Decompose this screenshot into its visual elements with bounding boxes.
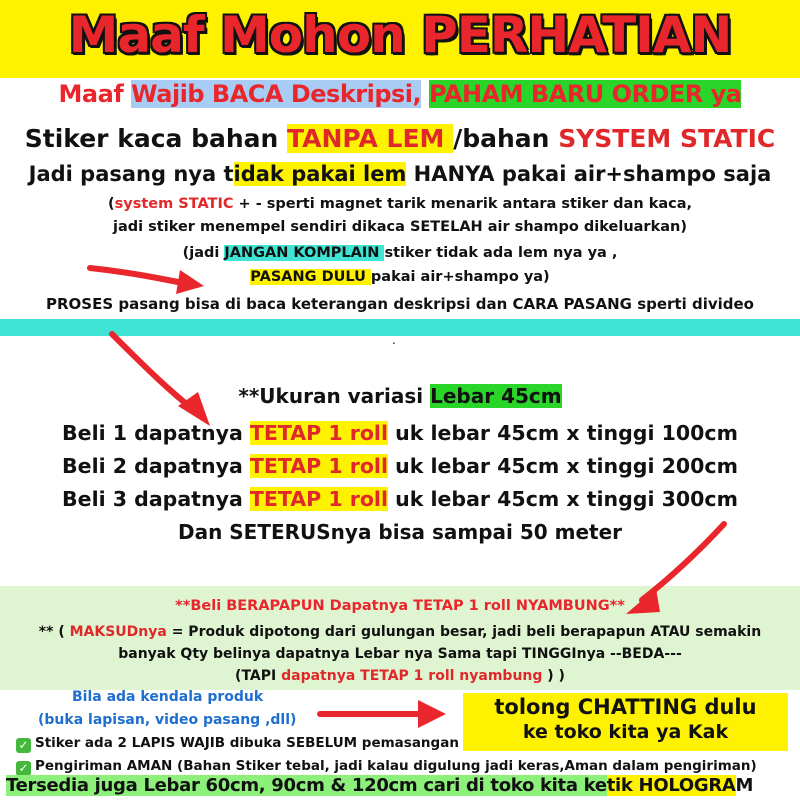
- chat-line-2: ke toko kita ya Kak: [522, 721, 729, 743]
- page-title: Maaf Mohon PERHATIAN: [68, 6, 732, 64]
- beli-line-2: [0, 454, 800, 478]
- ukuran-text: **Ukuran variasi: [238, 384, 431, 408]
- bahan-text: /bahan: [453, 124, 559, 153]
- maksud-text: = Produk dipotong dari gulungan besar, jadi beli berapapun ATAU semakin: [166, 624, 762, 640]
- jadi-text: Jadi pasang nya t: [28, 162, 234, 186]
- air-shampo-text: pakai air+shampo ya): [370, 269, 550, 285]
- checkmark-icon: ✓: [16, 738, 31, 753]
- subtitle-prefix: Maaf: [58, 80, 132, 108]
- checkmark-icon: ✓: [16, 761, 31, 776]
- chat-line-1: tolong CHATTING dulu: [494, 695, 757, 719]
- check-item-1: [16, 735, 459, 753]
- pasang-dulu-highlight: PASANG DULU: [250, 269, 371, 285]
- tapi-text: (TAPI: [235, 668, 282, 684]
- arrow-down-left-icon: [620, 520, 730, 620]
- maksud-line-2: banyak Qty belinya dapatnya Lebar nya Sama tapi TINGGInya --BEDA---: [118, 646, 682, 662]
- arrow-down-right-icon: [108, 330, 218, 430]
- maksud-label: MAKSUDnya: [69, 624, 167, 640]
- tersedia-end: M: [735, 775, 754, 796]
- jangan-komplain-highlight: JANGAN KOMPLAIN: [224, 245, 385, 261]
- arrow-right-icon: [88, 254, 208, 294]
- system-static-label: system STATIC: [114, 196, 234, 212]
- kendala-line-2: (buka lapisan, video pasang ,dll): [38, 712, 297, 728]
- beli-text: Beli 2 dapatnya: [62, 454, 250, 478]
- tidak-ada-lem-text: stiker tidak ada lem nya ya ,: [384, 245, 618, 261]
- static-line-1: [0, 196, 800, 212]
- seterus-line: Dan SETERUSnya bisa sampai 50 meter: [177, 520, 623, 544]
- jadi-line: [0, 162, 800, 186]
- ukuran-text: uk lebar 45cm x tinggi 300cm: [387, 487, 738, 511]
- subtitle-baca: Wajib BACA Deskripsi,: [131, 80, 422, 108]
- close-parens: ) ): [542, 668, 565, 684]
- check-text: Pengiriman AMAN (Bahan Stiker tebal, jadi kalau digulung jadi keras,Aman dalam pengiriman): [35, 758, 757, 774]
- hanya-text: HANYA pakai air+shampo saja: [406, 162, 772, 186]
- tersedia-line: [6, 775, 753, 796]
- nyambung-text: dapatnya TETAP 1 roll nyambung: [281, 668, 543, 684]
- lebar-45-highlight: Lebar 45cm: [430, 384, 562, 408]
- subtitle-order: PAHAM BARU ORDER ya: [429, 80, 742, 108]
- subtitle-line: [0, 80, 800, 108]
- kendala-line-1: Bila ada kendala produk: [72, 689, 264, 705]
- maksud-line-1: [0, 624, 800, 640]
- tersedia-text: Tersedia juga Lebar 60cm, 90cm & 120cm cari di toko kita ke: [6, 775, 607, 796]
- maksud-title: **Beli BERAPAPUN Dapatnya TETAP 1 roll NYAMBUNG**: [175, 598, 625, 614]
- beli-line-3: [0, 487, 800, 511]
- system-static-text: SYSTEM STATIC: [558, 124, 776, 153]
- beli-text: Beli 3 dapatnya: [62, 487, 250, 511]
- check-item-2: [16, 758, 757, 776]
- maksud-line-3: [0, 668, 800, 684]
- paren: (: [107, 196, 115, 212]
- check-text: Stiker ada 2 LAPIS WAJIB dibuka SEBELUM pemasangan: [35, 735, 459, 751]
- arrow-right-icon: [318, 694, 448, 734]
- dot: .: [392, 333, 396, 347]
- magnet-text: + - sperti magnet tarik menarik antara stiker dan kaca,: [233, 196, 693, 212]
- static-line-2: jadi stiker menempel sendiri dikaca SETELAH air shampo dikeluarkan): [113, 219, 687, 235]
- beli-text: Beli 1 dapatnya: [62, 421, 250, 445]
- chat-box: [463, 693, 788, 751]
- maksud-prefix: ** (: [38, 624, 70, 640]
- tetap-roll-highlight: TETAP 1 roll: [249, 454, 388, 478]
- proses-line: PROSES pasang bisa di baca keterangan deskripsi dan CARA PASANG sperti divideo: [46, 295, 754, 313]
- ukuran-text: uk lebar 45cm x tinggi 200cm: [387, 454, 738, 478]
- stiker-line: [0, 124, 800, 153]
- hologram-highlight: tik HOLOGRA: [606, 775, 736, 796]
- tetap-roll-highlight: TETAP 1 roll: [249, 421, 388, 445]
- ukuran-text: uk lebar 45cm x tinggi 100cm: [387, 421, 738, 445]
- subtitle-space: [421, 80, 429, 108]
- jadi-paren: (jadi: [182, 245, 225, 261]
- tidak-pakai-lem-highlight: idak pakai lem: [233, 162, 407, 186]
- tanpa-lem-highlight: TANPA LEM: [287, 124, 454, 153]
- stiker-text: Stiker kaca bahan: [24, 124, 288, 153]
- tetap-roll-highlight: TETAP 1 roll: [249, 487, 388, 511]
